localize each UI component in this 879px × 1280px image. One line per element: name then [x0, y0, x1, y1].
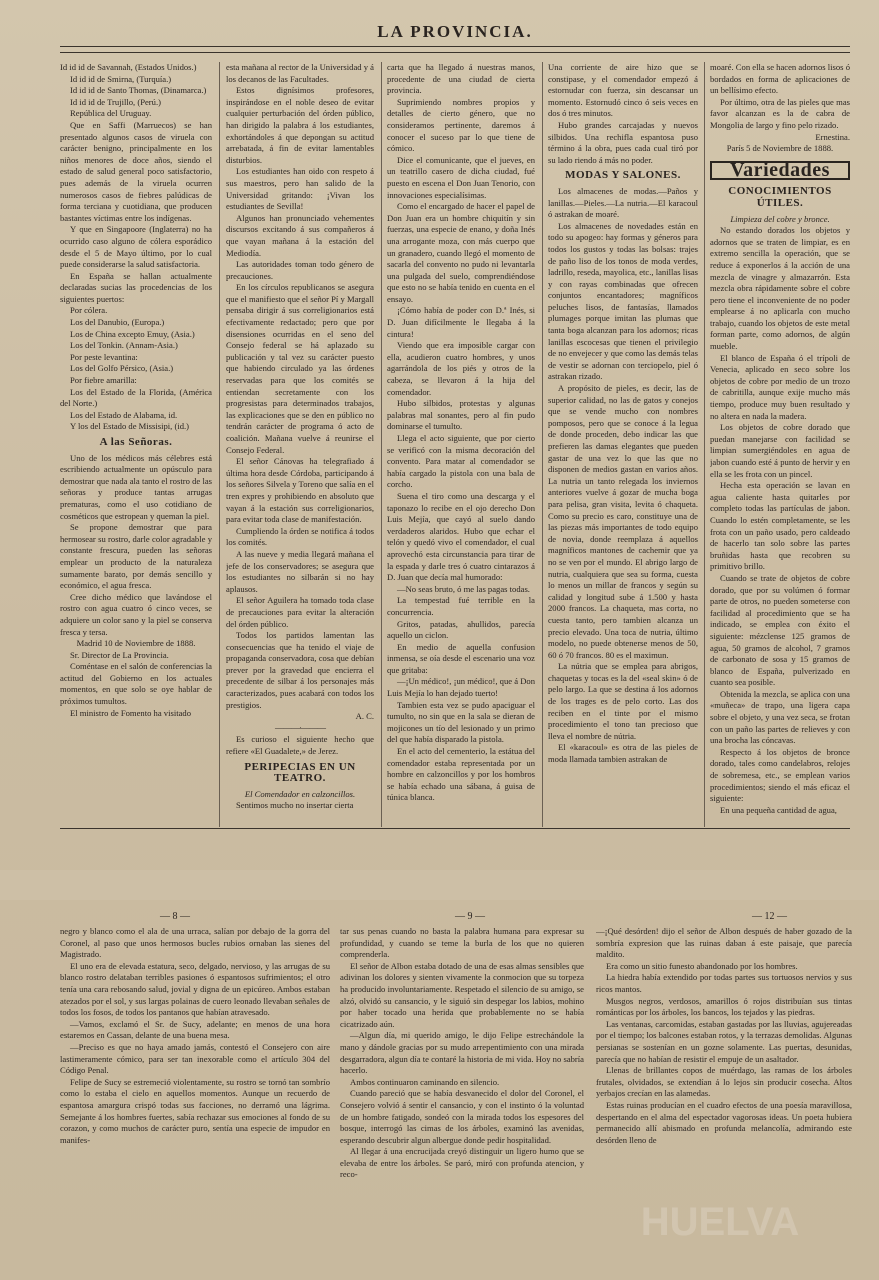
- paragraph: Por cólera.: [70, 305, 108, 316]
- paragraph: Hecha esta operación se lavan en agua caliente hasta quitarles por completo todas las partículas de jabon. Cuando lo estén completamente, se les frota con un paño usado, pero caldeado de hacerlo tan solo sobre las partes bruñidas hasta que recobren su primitivo brillo.: [710, 480, 850, 572]
- paragraph: Por peste levantina:: [70, 351, 138, 362]
- paragraph: Los del Estado de la Florida, (América del Norte.): [60, 386, 212, 409]
- section-heading: PERIPECIAS EN UN TEATRO.: [244, 760, 356, 785]
- centered-line: Ernestina.: [815, 131, 850, 142]
- masthead-rule: [60, 46, 850, 47]
- paragraph: República del Uruguay.: [70, 108, 152, 119]
- paragraph: Musgos negros, verdosos, amarillos ó rojos distribuían sus tintas románticas por los árboles, los bancos, los tejados y las piedras.: [596, 995, 852, 1018]
- paragraph: El uno era de elevada estatura, seco, delgado, nervioso, y las arrugas de su blanco rostro delataban terribles pasiones ó espantosos sufrimientos; el otro tenía una cara rebosando salud, jovial y digna de un epicúreo. Ambos estaban atezados por el sol, y sus largas polainas de cuero leonado llevaban señales de todos los fosos, de todos los pantanos que habían atravesado.: [60, 960, 330, 1018]
- paragraph: Ambos continuaron caminando en silencio.: [350, 1076, 500, 1087]
- paragraph: A las nueve y media llegará mañana el jefe de los conservadores; se asegura que los estudiantes no silbarán si no hay aplausos.: [226, 548, 374, 594]
- column-2: [226, 62, 374, 822]
- paragraph: Los estudiantes han oido con respeto á sus maestros, pero han salido de la Universidad gritando: ¡Vivan los estudiantes de Sevilla!: [226, 166, 374, 212]
- paragraph: La hiedra había extendido por todas partes sus tortuosos nervios y sus ricos mantos.: [596, 972, 852, 994]
- paragraph: Sr. Director de La Provincia.: [70, 649, 169, 660]
- paragraph: Todos los partidos lamentan las consecuencias que ha tenido el viaje de propaganda conservadora, cosa que debían prever por la gravedad que encierra el precedente de silbar á los personajes más caracterizados, pues acabará con todos los prestigios.: [226, 630, 374, 710]
- paragraph: Los del Danubio, (Europa.): [70, 317, 165, 328]
- paragraph: Id id id de Trujillo, (Perú.): [70, 96, 161, 107]
- paragraph: A propósito de pieles, es decir, las de superior calidad, no las de gatos y conejos que se vende mucho con nombres pomposos, pero que se conoce á la legua de donde proceden, debo indicar las que prefieren las damas elegantes que pueden gastar de una vez lo que las que no disponen de medios gastan en varios años. La nutria un tanto relegada los inviernos anteriores vuelve á gozar de mucha boga para pelisa, gran visita, levita ó chaqueta. Como su precio es caro, constituye una de las piezas más importantes de todo equipo de novia, donde reemplaza á aquellos magníficos mantones de cachemir que ya no se ven por el mundo. El abrigo largo de nutria, cualquiera que sea su forma, cuesta lo menos un millar de francos y según su calidad y longitud sube á 1.500 y hasta 2000 francos. La chaqueta, mas corta, no cuesta tanto, pero tambien alcanza un precio elevado. Una toca de nutria, último modelo, no puede obtenerse menos de 50, 60 ó 70 francos. 80 es el maximun.: [548, 383, 698, 660]
- column-3: [387, 62, 535, 822]
- paragraph: esta mañana al rector de la Universidad y á los decanos de las Facultades.: [226, 62, 374, 84]
- paragraph: Estas ruinas producían en el cuadro efectos de una poesía maravillosa, despertando en el alma del espectador vagorosas ideas. Un poeta hubiera permanecido allí abismado en profunda melancolía, admirando este desórden lleno de: [596, 1099, 852, 1145]
- paragraph: Que en Saffi (Marruecos) se han presentado algunos casos de viruela con carácter benigno, principalmente en los niños menores de doce años, siendo el estado de salud general poco satisfactorio, pues además de la viruela ocurren numerosos casos de fiebres palúdicas de forma terciana y cuotidiana, que producen bastantes víctimas entre los indígenas.: [60, 119, 212, 223]
- page-number-middle: — 9 —: [455, 911, 485, 922]
- paragraph: Los del Estado de Alabama, id.: [70, 409, 178, 420]
- paragraph: Suprimiendo nombres propios y detalles de cierto género, que no consideramos pertinente, daremos á conocer el suceso par lo que tiene de cómico.: [387, 96, 535, 154]
- paragraph: Id id id de Smirna, (Turquía.): [70, 73, 172, 84]
- paragraph: Y que en Singapoore (Inglaterra) no ha ocurrido caso alguno de cólera esporádico desde el 5 de Mayo último, por lo cual puede considerarse la salud satisfactoria.: [60, 224, 212, 270]
- paragraph: Respecto á los objetos de bronce dorado, tales como candelabros, relojes de sobremesa, etc., se emplean varios procedimientos; siendo el más eficaz el siguiente:: [710, 746, 850, 804]
- paragraph: En el acto del cementerio, la estátua del comendador estaba representada por un hombre en calzoncillos y por los hombros se había echado una sábana, á guisa de túnica blanca.: [387, 746, 535, 803]
- paragraph: negro y blanco como el ala de una urraca, salían por debajo de la gorra del Coronel, al paso que unos hermosos bucles rubios ornaban las sienes del Magistrado.: [60, 926, 330, 960]
- paragraph: El ministro de Fomento ha visitado: [70, 707, 192, 718]
- paragraph: Las ventanas, carcomidas, estaban gastadas por las lluvias, agujereadas por el tiempo; los balcones estaban rotos, y la terrazas demolidas. Algunas persianas se sostenían en un gozne solamente. Las puertas, desunidas, parecía que no habían de resistir el empuje de un asaltador.: [596, 1018, 852, 1064]
- paragraph: En una pequeña cantidad de agua,: [720, 804, 837, 815]
- column-1: [60, 62, 212, 822]
- paragraph: Era como un sitio funesto abandonado por los hombres.: [606, 960, 798, 971]
- paragraph: Hubo grandes carcajadas y nuevos silbidos. Una rechifla espantosa puso término á la obra, pues cada cual tiró por su lado riendo á más no poder.: [548, 119, 698, 165]
- paragraph: Felipe de Sucy se estremeció violentamente, su rostro se tornó tan sombrío como lo estaba el cielo en aquellos momentos. Aunque un recuerdo de espantosa amargura crispó todas sus facciones, no derramó una lágrima. Semejante á los hombres fuertes, sabía rechazar sus emociones al fondo de su corazon, y como muchos de carácter puro, sentía una especie de impudor en manifes-: [60, 1076, 330, 1145]
- paragraph: Se propone demostrar que para hermosear su rostro, darle color agradable y constante frescura, pueden las señoras emplear un producto de la naturaleza sumamente barato, por demás sencillo y económico, el agua fresca.: [60, 522, 212, 591]
- paragraph: El blanco de España ó el trípoli de Venecia, aplicado en seco sobre los objetos de cobre por medio de un trozo de cabritilla, aunque exije mucho más tiempo, produce muy buen resultado y no altera en nada la madera.: [710, 352, 850, 421]
- column-separator: [542, 62, 543, 827]
- paragraph: Los objetos de cobre dorado que puedan manejarse con facilidad se limpian sumergiéndoles en agua de jabon cuando esté á punto de hervir y en ella se les frota con un pincel.: [710, 422, 850, 479]
- paragraph: Por fiebre amarilla:: [70, 375, 137, 386]
- centered-line: París 5 de Noviembre de 1888.: [726, 143, 834, 154]
- paragraph: Cuando pareció que se había desvanecido el dolor del Coronel, el Consejero volvió á sentir el cansancio, y con el instinto ó la voluntad de un hombre fatigado, sondeó con la mirada todos los espesores del bosque, interrogó las cimas de los árboles, examinó las avenidas, esperando descubrir algun albergue donde pedir hospitalidad.: [340, 1088, 584, 1145]
- centered-line: A. C.: [355, 711, 374, 722]
- paragraph: Coméntase en el salón de conferencias la actitud del Gobierno en los actuales momentos, en que solo se oye hablar de próximos tumultos.: [60, 661, 212, 707]
- paragraph: Viendo que era imposible cargar con ella, acudieron cuatro hombres, y unos agarrándola de los piés y otros de la cabeza, se llevaron á la hija del comendador.: [387, 340, 535, 397]
- masthead-title: LA PROVINCIA.: [377, 22, 533, 41]
- section-heading: A las Señoras.: [99, 436, 173, 448]
- centered-line: Madrid 10 de Noviembre de 1888.: [76, 638, 196, 649]
- paragraph: Cuando se trate de objetos de cobre dorado, que por su volúmen ó formar parte de otros, no pueden someterse con facilidad al procedimiento que se ha indicado, se emplea con éxito el siguiente: mézclense 125 gramos de agua, 50 gramos de alcohol, 7 gramos de carbonato de sosa y 15 gramos de blanco de España, pulverizado en cuanto sea posible.: [710, 572, 850, 688]
- paragraph: moaré. Con ella se hacen adornos lisos ó bordados en forma de aplicaciones de un bellísimo efecto.: [710, 62, 850, 96]
- paragraph: En los círculos republicanos se asegura que el manifiesto que el señor Pí y Margall pensaba dirigir á sus correligionarios está efectivamente redactado; pero que por disensiones ocurridas en el seno del Consejo federal se há aplazado su publicación y tal vez su carácter puesto que habiendo circulado ya las órdenes reservadas para que los comités se entiendan secretamente con los progresistas para determinados trabajos, las explicaciones que se den en público no tendrán carácter de programa ó acto de coalición. Mañana vuelve á reunirse el Consejo Federal.: [226, 282, 374, 455]
- centered-line: El Comendador en calzoncillos.: [244, 788, 356, 799]
- paragraph: Los del Tonkin. (Annam-Asia.): [70, 340, 178, 351]
- paragraph: Llenas de brillantes copos de muérdago, las ramas de los árboles frutales, olvidados, se extendían á lo lejos sin producir cosecha. Altos yerbajos crecían en las alamedas.: [596, 1065, 852, 1099]
- masthead-rule-2: [60, 52, 850, 53]
- column-separator: [381, 62, 382, 827]
- bottom-rule: [60, 828, 850, 829]
- paragraph: Cree dicho médico que lavándose el rostro con agua cuatro ó cinco veces, se adquiere un color sano y la piel se conserva fresca y tersa.: [60, 591, 212, 637]
- paragraph: El señor Aguilera ha tomado toda clase de precauciones para evitar la alteración del órden público.: [226, 595, 374, 629]
- watermark-logo: HUELVA: [640, 1200, 800, 1244]
- ornament-divider: ———·———: [275, 722, 325, 733]
- column-4: [548, 62, 698, 822]
- paragraph: —No seas bruto, ó me las pagas todas.: [397, 583, 530, 594]
- centered-line: Limpieza del cobre y bronce.: [730, 213, 830, 224]
- column-separator: [219, 62, 220, 827]
- paragraph: Algunos han pronunciado vehementes discursos excitando á sus compañeros á que vayan mañana á la estación del Mediodía.: [226, 212, 374, 258]
- paragraph: Una corriente de aire hizo que se constipase, y el comendador empezó á estornudar con fuerza, sin descansar un momento. Estornudó cinco ó seis veces en dos ó tres minutos.: [548, 62, 698, 119]
- paragraph: Cumpliendo la órden se notifica á todos los comités.: [226, 525, 374, 548]
- paragraph: Suena el tiro como una descarga y el taponazo lo recibe en el ojo derecho Don Luis Mejía, que cayó al suelo dando verdaderos alaridos. Hubo que echar el telón y quedó vivo el comendador, el cual aprovechó esta circunstancia para tirar de la espada y darle tres ó cuatro cintarazos á D. Juan que decía mal humorado:: [387, 490, 535, 583]
- section-heading: MODAS Y SALONES.: [565, 169, 681, 182]
- paragraph: Id id id de Santo Thomas, (Dinamarca.): [70, 85, 207, 96]
- paragraph: —Vamos, exclamó el Sr. de Sucy, adelante; en menos de una hora estaremos en Cassan, delante de una buena mesa.: [60, 1018, 330, 1041]
- paragraph: —Algun día, mi querido amigo, le dijo Felipe estrechándole la mano y dándole gracias por su mudo arrepentimiento con una mirada desgarradora, algun día te contaré la historia de mi vida. Hoy no sabría hacerlo.: [340, 1030, 584, 1076]
- paragraph: Los de China excepto Emuy, (Asia.): [70, 328, 195, 339]
- paragraph: En medio de aquella confusion inmensa, se oía desde el escenario una voz que gritaba:: [387, 641, 535, 675]
- page-number-left: — 8 —: [160, 911, 190, 922]
- bottom-column-1: [60, 926, 330, 1266]
- paragraph: El señor Cánovas ha telegrafiado á última hora desde Córdoba, participando á los señores Silvela y Toreno que salía en el tren expres y prohibiendo en absoluto que vayan á la estación sus correligionarios, para evitar toda clase de manifestación.: [226, 456, 374, 525]
- paragraph: Al llegar á una encrucijada creyó distinguir un ligero humo que se elevaba de entre los árboles. Se paró, miró con profunda atencion, y reco-: [340, 1146, 584, 1180]
- paragraph: Uno de los médicos más célebres está escribiendo actualmente un opúsculo para demostrar que nada ala tanto el rostro de las señoras y produce tantas arrugas prematuras, como el uso cotidiano de cosméticos que estropean y queman la piel.: [60, 452, 212, 521]
- section-heading-variedades: Variedades: [710, 161, 850, 181]
- paragraph: —Preciso es que no haya amado jamás, contestó el Consejero con aire lastimeramente cómico, para ser tan inexorable como el artículo 304 del Código Penal.: [60, 1041, 330, 1076]
- paragraph: La nútria que se emplea para abrigos, chaquetas y tocas es la del «seal skin» ó de pelo largo. La que se destina á los adornos de los trages es de pelo corto. Las dos reciben en el tinte por el mismo procedimiento el tono tan precioso que lleva el nombre de nútria.: [548, 661, 698, 741]
- section-heading: CONOCIMIENTOS ÚTILES.: [728, 185, 832, 209]
- paragraph: Hubo silbidos, protestas y algunas palabras mal sonantes, pero al fin pudo dominarse el tumulto.: [387, 398, 535, 432]
- paragraph: Las autoridades toman todo género de precauciones.: [226, 259, 374, 281]
- paragraph: carta que ha llegado á nuestras manos, procedente de una ciudad de cierta provincia.: [387, 62, 535, 96]
- paragraph: Los almacenes de novedades están en todo su apogeo: hay formas y géneros para todos los gustos y todas las bolsas: trajes de paño liso de los tonos de moda verdes, ladrillo, reseda, mayolica, etc., lanillas lisas y con rayas combinadas que ofrecen conjuntos encantadores; magníficos peluches lisos, de fantasías, llamados plumages porque imitan las plumas que tanta boga alcanzan para los adornos; ricas lanillas escocesas que tienen el privilegio de no envejecer y que como las demás telas de vestir se adornan con terciopelo, piel ó astrakan rizado.: [548, 220, 698, 382]
- paragraph: tar sus penas cuando no basta la palabra humana para expresar su profundidad, y cuando se teme la burla de los que no quieren comprenderla.: [340, 926, 584, 960]
- paragraph: No estando dorados los objetos y adornos que se traten de limpiar, es en extremo sencilla la operación, que se reduce á exponerlos á la acción de una mezcla de vinagre y almazarrón. Esta mezcla obra rápidamente sobre el cobre pero tiene el inconveniente de no poder emplearse á no aplicarla con mucho trabajo, cuando los objetos de este metal forman parte, como adornos, de algún mueble.: [710, 225, 850, 352]
- column-separator: [704, 62, 705, 827]
- paragraph: Los del Golfo Pérsico, (Asia.): [70, 363, 174, 374]
- paragraph: El «karacoul» es otra de las pieles de moda llamada tambien astrakan de: [548, 742, 698, 765]
- paragraph: Por último, otra de las pieles que mas favor alcanzan es la de cabra de Mongolia de largo y fino pelo rizado.: [710, 96, 850, 130]
- paragraph: Es curioso el siguiente hecho que refiere «El Guadalete,» de Jerez.: [226, 734, 374, 757]
- paragraph: Sentimos mucho no insertar cierta: [236, 800, 354, 811]
- paragraph: Llega el acto siguiente, que por cierto se verificó con la misma decoración del convento. Para matar al comendador se había cargado la pistola con una bala de corcho.: [387, 433, 535, 490]
- bottom-column-2: [340, 926, 584, 1266]
- paragraph: Dice el comunicante, que el jueves, en un teatrillo casero de dicha ciudad, fué puesto en escena el Don Juan Tenorio, con innovaciones especialísimas.: [387, 154, 535, 200]
- paragraph: En España se hallan actualmente declaradas sucias las procedencias de los siguientes puertos:: [60, 270, 212, 304]
- paragraph: Como el encargado de hacer el papel de Don Juan era un hombre chiquitín y sin fuerzas, una especie de enano, y doña Inés una arrogante moza, con más cuerpo que un granadero, cuando llegó el momento de sacarla del convento no pudo ni levantarla una pulgada del suelo, comprendiéndose que esto no se había tenido en cuenta en el ensayo.: [387, 201, 535, 304]
- paragraph: —¡Un médico!, ¡un médico!, que á Don Luis Mejía lo han dejado tuerto!: [387, 676, 535, 699]
- page-number-right: — 12 —: [752, 911, 787, 922]
- paragraph: Id id id de Savannah, (Estados Unidos.): [60, 62, 197, 72]
- paragraph: Obtenida la mezcla, se aplica con una «muñeca» de trapo, una ligera capa sobre el objeto, y una vez seca, se frotan con un paño las partes de relieves y con una brocha las cóncavas.: [710, 688, 850, 746]
- page-gap: [0, 870, 879, 900]
- column-5: [710, 62, 850, 822]
- paragraph: —¡Qué desórden! dijo el señor de Albon después de haber gozado de la sombría expresion que las ruinas daban á este paisaje, que parecía maldito.: [596, 926, 852, 960]
- paragraph: El señor de Albon estaba dotado de una de esas almas sensibles que adivinan los dolores y sienten vivamente la conmocion que su torpeza ha producido involuntariamente. Respetado el silencio de su amigo, se alzó, olvidó su cansancio, y le siguió sin despegar los labios, mohino por haber tocado una herida que probablemente no se había cicatrizado aún.: [340, 960, 584, 1029]
- paragraph: ¡Cómo había de poder con D.ª Inés, si D. Juan difícilmente le llegaba á la cintura!: [387, 305, 535, 339]
- paragraph: Y los del Estado de Missisipi, (id.): [70, 421, 190, 432]
- paragraph: Estos dignísimos profesores, inspirándose en el noble deseo de evitar cualquier perturbación del órden público, han dirigido la palabra á los estudiantes, exhortándoles á que depongan su actitud arrebatada, á fin de evitar lamentables disturbios.: [226, 85, 374, 165]
- paragraph: Los almacenes de modas.—Paños y lanillas.—Pieles.—La nutria.—El karacoul ó astrakan de moaré.: [548, 185, 698, 220]
- paragraph: Gritos, patadas, ahullidos, parecía aquello un ciclon.: [387, 618, 535, 641]
- paragraph: La tempestad fué terrible en la concurrencia.: [387, 595, 535, 617]
- paragraph: Tambien esta vez se pudo apaciguar el tumulto, no sin que en la sala se dieran de mojicones un tío del lesionado y un primo del que había disparado la pistola.: [387, 699, 535, 745]
